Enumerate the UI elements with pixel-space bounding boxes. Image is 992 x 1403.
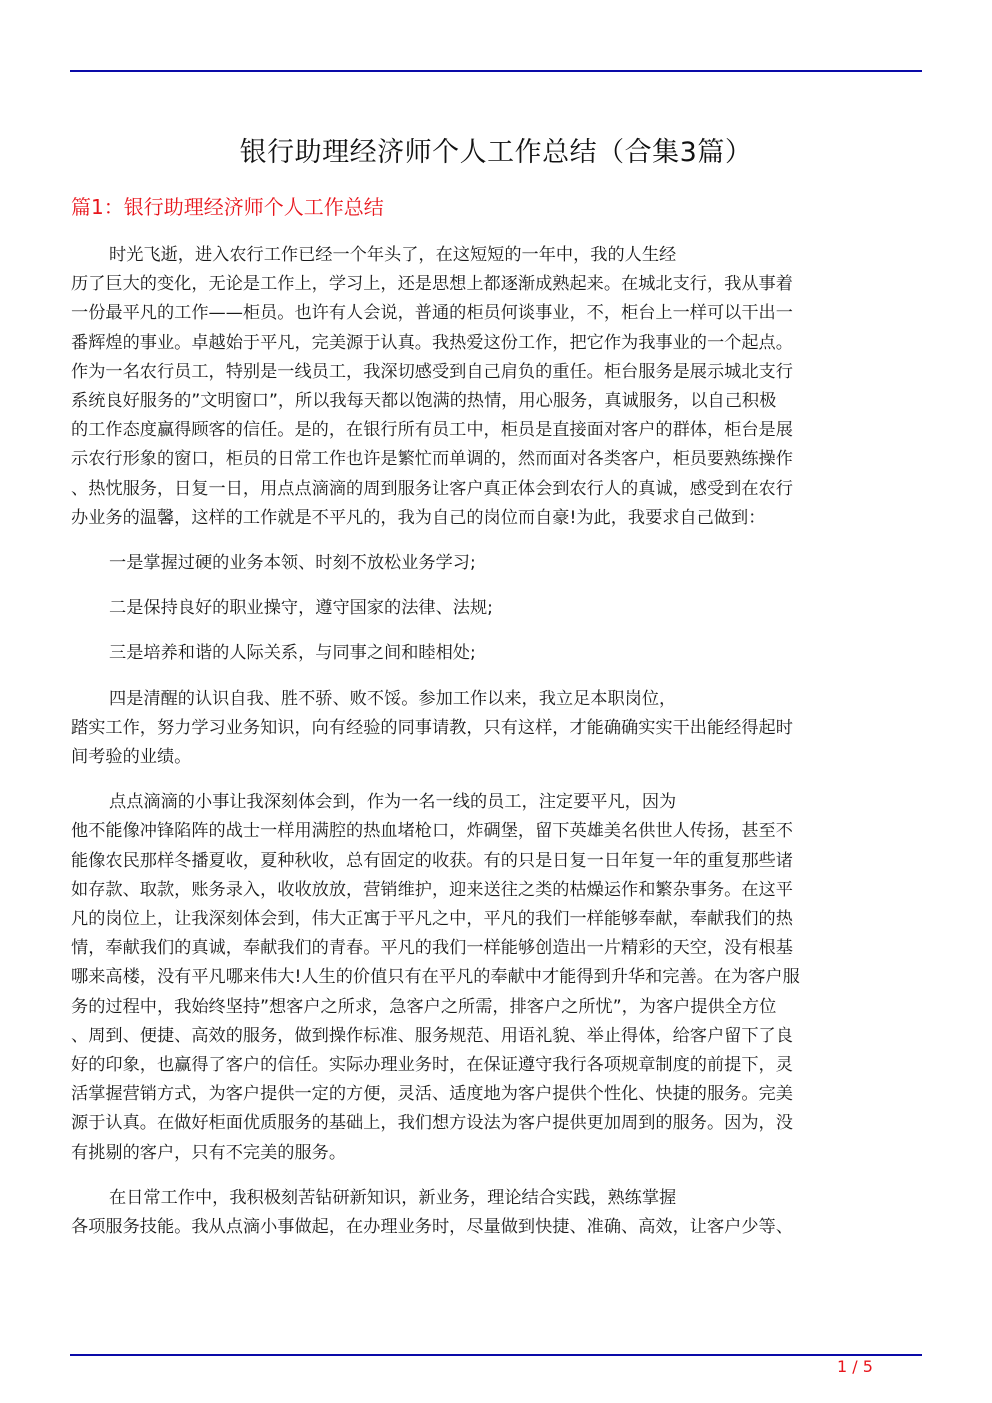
paragraph [71, 549, 921, 578]
text-line: 点点滴滴的小事让我深刻体会到，作为一名一线的员工，注定要平凡，因为 [109, 792, 677, 813]
text-line: 踏实工作，努力学习业务知识，向有经验的同事请教，只有这样，才能确确实实干出能经得起时 [71, 717, 793, 738]
text-line: 各项服务技能。我从点滴小事做起，在办理业务时，尽量做到快捷、准确、高效，让客户少等、 [71, 1217, 793, 1238]
paragraph [71, 685, 921, 773]
text-line: 办业务的温馨，这样的工作就是不平凡的，我为自己的岗位而自豪!为此，我要求自己做到： [71, 507, 766, 528]
text-line: 活掌握营销方式，为客户提供一定的方便，灵活、适度地为客户提供个性化、快捷的服务。完美 [71, 1084, 793, 1105]
text-line: 在日常工作中，我积极刻苦钻研新知识，新业务，理论结合实践，熟练掌握 [109, 1187, 677, 1208]
paragraph [71, 788, 921, 1168]
page-number: 1 / 5 [837, 1357, 873, 1376]
text-line: 务的过程中，我始终坚持”想客户之所求，急客户之所需，排客户之所忧”，为客户提供全方位 [71, 996, 777, 1017]
document-body [71, 241, 921, 1258]
section-heading: 篇1：银行助理经济师个人工作总结 [71, 195, 384, 219]
paragraph [71, 241, 921, 533]
text-line: 的工作态度赢得顾客的信任。是的，在银行所有员工中，柜员是直接面对客户的群体，柜台是展 [71, 420, 793, 441]
text-line: 好的印象，也赢得了客户的信任。实际办理业务时，在保证遵守我行各项规章制度的前提下，灵 [71, 1055, 793, 1076]
text-line: 作为一名农行员工，特别是一线员工，我深切感受到自己肩负的重任。柜台服务是展示城北支行 [71, 361, 793, 382]
text-line: 二是保持良好的职业操守，遵守国家的法律、法规; [109, 598, 493, 619]
text-line: 系统良好服务的”文明窗口”，所以我每天都以饱满的热情，用心服务，真诚服务，以自己积极 [71, 391, 777, 412]
text-line: 如存款、取款，账务录入，收收放放，营销维护，迎来送往之类的枯燥运作和繁杂事务。在这平 [71, 879, 793, 900]
text-line: 能像农民那样冬播夏收，夏种秋收，总有固定的收获。有的只是日复一日年复一年的重复那些诸 [71, 850, 793, 871]
paragraph [71, 639, 921, 668]
text-line: 历了巨大的变化，无论是工作上，学习上，还是思想上都逐渐成熟起来。在城北支行，我从事着 [71, 274, 793, 295]
footer-rule [70, 1354, 922, 1356]
text-line: 凡的岗位上，让我深刻体会到，伟大正寓于平凡之中，平凡的我们一样能够奉献，奉献我们的热 [71, 909, 793, 930]
text-line: 哪来高楼，没有平凡哪来伟大!人生的价值只有在平凡的奉献中才能得到升华和完善。在为客户服 [71, 967, 800, 988]
text-line: 一是掌握过硬的业务本领、时刻不放松业务学习; [109, 553, 476, 574]
text-line: 他不能像冲锋陷阵的战士一样用满腔的热血堵枪口，炸碉堡，留下英雄美名供世人传扬，甚至不 [71, 821, 793, 842]
document-title: 银行助理经济师个人工作总结（合集3篇） [239, 137, 753, 168]
paragraph [71, 594, 921, 623]
text-line: 情，奉献我们的真诚，奉献我们的青春。平凡的我们一样能够创造出一片精彩的天空，没有根基 [71, 938, 793, 959]
text-line: 三是培养和谐的人际关系，与同事之间和睦相处; [109, 643, 476, 664]
text-line: 源于认真。在做好柜面优质服务的基础上，我们想方设法为客户提供更加周到的服务。因为，没 [71, 1113, 793, 1134]
text-line: 一份最平凡的工作——柜员。也许有人会说，普通的柜员何谈事业，不，柜台上一样可以干出一 [71, 303, 793, 324]
text-line: 四是清醒的认识自我、胜不骄、败不馁。参加工作以来，我立足本职岗位， [109, 688, 677, 709]
text-line: 时光飞逝，进入农行工作已经一个年头了，在这短短的一年中，我的人生经 [109, 245, 677, 265]
text-line: 、周到、便捷、高效的服务，做到操作标准、服务规范、用语礼貌、举止得体，给客户留下了良 [71, 1025, 793, 1046]
header-rule [70, 70, 922, 72]
paragraph [71, 1184, 921, 1242]
text-line: 、热忱服务，日复一日，用点点滴滴的周到服务让客户真正体会到农行人的真诚，感受到在农行 [71, 478, 793, 499]
text-line: 示农行形象的窗口，柜员的日常工作也许是繁忙而单调的，然而面对各类客户，柜员要熟练操作 [71, 449, 793, 470]
text-line: 有挑剔的客户，只有不完美的服务。 [71, 1142, 347, 1163]
text-line: 间考验的业绩。 [71, 747, 192, 768]
text-line: 番辉煌的事业。卓越始于平凡，完美源于认真。我热爱这份工作，把它作为我事业的一个起点。 [71, 332, 793, 353]
